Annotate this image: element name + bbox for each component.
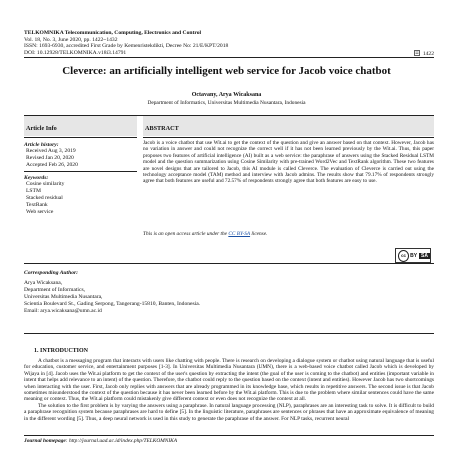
abstract-divider: [143, 137, 434, 138]
abstract-heading: ABSTRACT: [145, 125, 179, 132]
author-affiliation: Department of Informatics, Universitas Multimedia Nusantara, Indonesia: [147, 100, 306, 106]
volume-line: Vol. 18, No. 3, June 2020, pp. 1422~1432: [24, 36, 118, 43]
author-names: Octavany, Arya Wicaksana: [191, 92, 262, 98]
corresponding-heading: Corresponding Author:: [24, 270, 79, 276]
introduction-heading: 1. INTRODUCTION: [34, 348, 89, 354]
journal-header: [24, 30, 434, 56]
intro-paragraph: The solution to the first problem is by varying the answers using a paraphrase. In natural language processing (NLP), paraphrases are an interesting task to solve. It is difficult to build a paraphrase recognition system because paraphrases are hard to define [5]. In the linguistic literature, paraphrases are sentences or phrases that have an approximate equivalence of meaning in the different wording [5]. Thus, a deep neural network is used in this study to generate the paraphrase of the answer. For NLP tasks, recurrent neural: [24, 402, 434, 422]
keyword: Cosine similarity: [26, 181, 65, 187]
header-rule: [24, 57, 434, 58]
intro-paragraph: A chatbot is a messaging program that interacts with users like chatting with people. There is research on developing a dialogue system or chatbot using natural language that is useful for education, customer service, and entertainment purposes [1-3]. In Universitas Multimedia Nusantara (UMN), there is a web-based voice chatbot called Jacob which is developed by Wijaya in [4]. Jacob uses the Wit.ai platform to get the context of the user's question by extracting the intent (the goal of the user is coming to the chatbot) and entities (important variable in intent that helps add relevance to an intent) of the question. Therefore, the chatbot could reply to the question based on the context (intent and entities). However Jacob has two shortcomings when interacting with the user. First, Jacob only replies with answers that are already programmed in its knowledge base, which results in repetitive answers. The second issue is that Jacob sometimes misunderstood the context of the question because it has never been learned before by the Wit.ai platform. This is due to the problem where similar sentences could have the same meaning or context. Thus, the Wit.ai platform could mistakenly give different context or even does not recognize the context at all.: [24, 358, 434, 403]
page-icon: [414, 50, 420, 56]
keyword: Web service: [26, 209, 54, 215]
corresponding-author-block: [24, 270, 434, 315]
introduction-section: [24, 348, 434, 440]
corresponding-line: Arya Wicaksana,: [24, 280, 63, 286]
abstract-column: [143, 116, 434, 251]
cc-license-badge[interactable]: [395, 248, 431, 263]
revised-date: Revised Jan 20, 2020: [26, 155, 74, 161]
journal-name: TELKOMNIKA Telecommunication, Computing, Electronics and Control: [24, 30, 202, 36]
received-date: Received Aug 3, 2019: [26, 148, 76, 154]
corresponding-line: Universitas Multimedia Nusantara,: [24, 294, 103, 300]
keyword: LSTM: [26, 188, 41, 194]
open-access-suffix: license.: [250, 231, 268, 237]
doi-row: [24, 50, 434, 57]
article-info-heading: Article Info: [26, 125, 57, 132]
article-info-divider: [24, 137, 137, 138]
keyword: TextRank: [26, 202, 48, 208]
cc-icon: cc: [398, 250, 409, 262]
corresponding-top-rule: [24, 263, 434, 264]
corresponding-email: Email: arya.wicaksana@umn.ac.id: [24, 308, 102, 314]
article-info-column: [24, 116, 137, 251]
footer-rule: [24, 435, 434, 436]
keywords-divider: [24, 171, 137, 172]
accepted-date: Accepted Feb 26, 2020: [26, 162, 78, 168]
issn-line: ISSN: 1693-6930, accredited First Grade by Kemenristekdikti, Decree No: 21/E/KPT/2018: [24, 43, 229, 50]
sa-icon: SA: [421, 252, 428, 259]
journal-footer: [24, 438, 434, 444]
article-info-heading-bar: [24, 116, 137, 136]
keyword: Stacked residual: [26, 195, 63, 201]
footer-url[interactable]: : http://journal.uad.ac.id/index.php/TELKOMNIKA: [65, 438, 178, 444]
corresponding-line: Scientia Boulevard St., Gading Serpong, Tangerang-15810, Banten, Indonesia.: [24, 301, 201, 307]
page-number: 1422: [422, 50, 434, 57]
abstract-heading-bar: [143, 116, 434, 136]
corresponding-bottom-rule: [24, 333, 434, 334]
introduction-body: [24, 358, 434, 440]
keywords-label: Keywords:: [24, 175, 49, 181]
history-label: Article history:: [24, 142, 59, 148]
footer-label: Journal homepage: [24, 438, 66, 444]
open-access-prefix: This is an open access article under the: [143, 231, 229, 237]
abstract-text: Jacob is a voice chatbot that use Wit.ai to get the context of the question and give an answer based on that context. However, Jacob has no variation in answer and could not recognize the correct well if it has not been learned previously by the Wit.ai. Thus, this paper proposes two features of artificial intelligence (AI) built as a web service: the paraphrase of answers using the Stacked Residual LSTM model and the question summarization using Cosine Similarity with pre-trained Word2Vec and TextRank algorithm. These two features are novel designs that are tailored to Jacob, this AI module is called Cleverce. The evaluation of Cleverce is carried out using the technology acceptance model (TAM) method and interview with Jacob admins. The results show that 79.17% of respondents strongly agree that both features are useful and 72.57% of respondents strongly agree that both features are easy to use.: [143, 140, 434, 185]
open-access-note: [143, 231, 434, 237]
corresponding-line: Department of Informatics,: [24, 287, 86, 293]
license-link[interactable]: CC BY-SA: [228, 231, 251, 237]
paper-title: Cleverce: an artificially intelligent web service for Jacob voice chatbot: [62, 65, 391, 77]
by-icon: BY: [410, 252, 418, 259]
doi-line: DOI: 10.12928/TELKOMNIKA.v18i3.14791: [24, 49, 127, 56]
